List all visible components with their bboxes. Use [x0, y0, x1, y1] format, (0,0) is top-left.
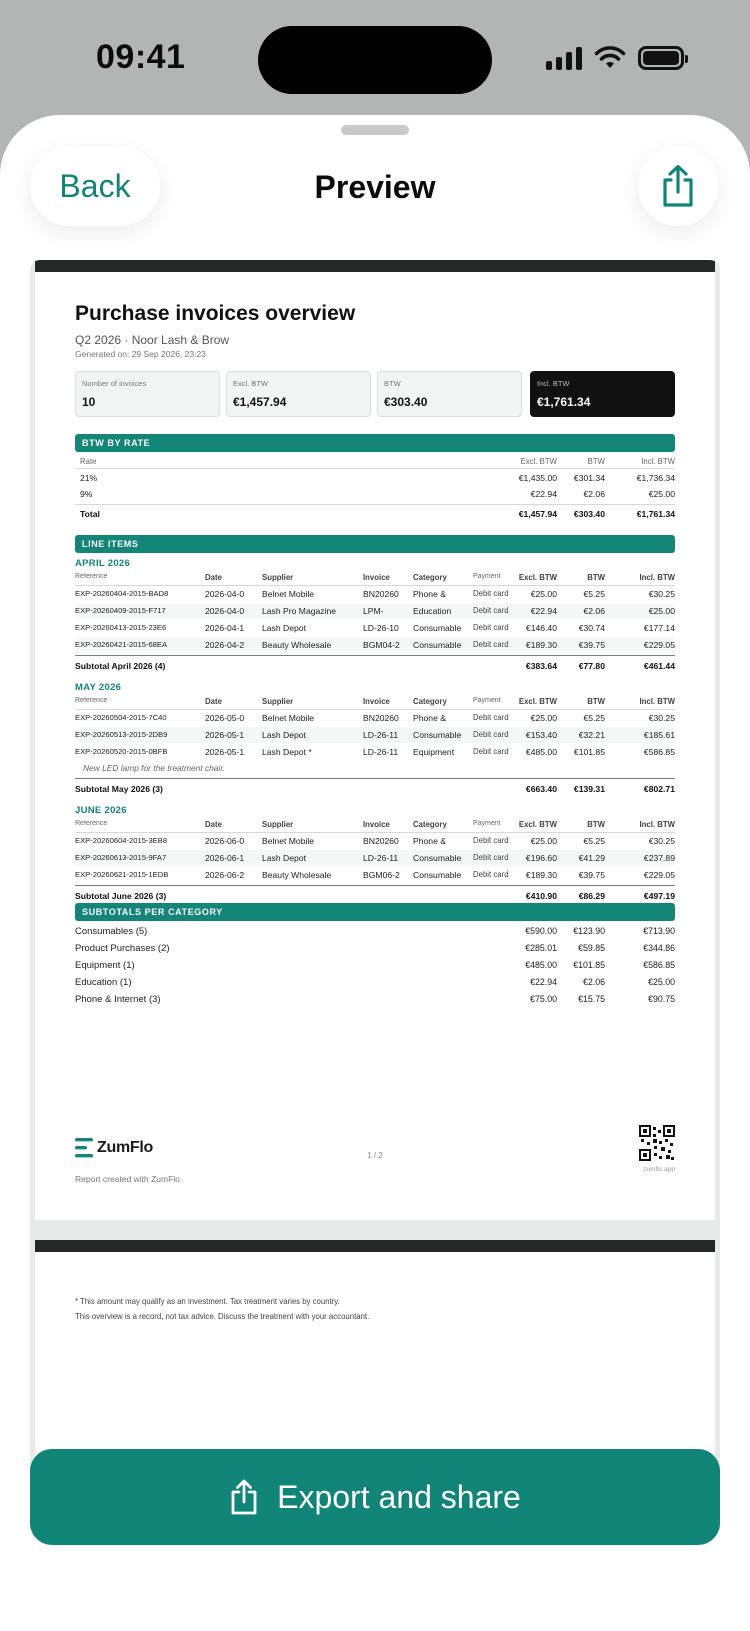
amount-btw: €139.31 [573, 784, 605, 794]
amount-btw: €2.06 [583, 489, 605, 499]
line-items-header [75, 697, 675, 713]
category-name: Product Purchases (2) [75, 943, 170, 954]
document-title: Purchase invoices overview [75, 302, 356, 325]
kpi-card-count [75, 371, 220, 417]
amount-incl: €229.05 [643, 640, 675, 650]
month-subtotal-row [75, 784, 675, 800]
category-row [75, 943, 675, 960]
total-label: Total [80, 509, 100, 519]
item-category: Consumable [413, 730, 462, 740]
footer-brand: ZumFlo [97, 1139, 153, 1156]
category-name: Consumables (5) [75, 926, 148, 937]
month-heading: APRIL 2026 [75, 558, 131, 569]
amount-btw: €303.40 [573, 509, 605, 519]
item-payment: Debit card [473, 836, 509, 845]
item-payment: Debit card [473, 713, 509, 722]
btw-rate-row [75, 473, 675, 489]
btw-total-row [75, 509, 675, 525]
col-date: Date [205, 573, 222, 582]
document-preview[interactable] [30, 260, 720, 1530]
col-payment: Payment [473, 820, 501, 827]
item-supplier: Belnet Mobile [262, 836, 315, 846]
col-incl: Incl. BTW [639, 697, 675, 706]
item-category: Consumable [413, 623, 462, 633]
col-invoice: Invoice [363, 820, 390, 829]
amount-incl: €344.86 [643, 943, 675, 953]
section-band-line-items: LINE ITEMS [75, 535, 675, 553]
page-top-bar [35, 1240, 715, 1252]
status-icons [546, 46, 684, 70]
amount-incl: €586.85 [643, 960, 675, 970]
line-item-row [75, 747, 675, 763]
col-supplier: Supplier [262, 820, 294, 829]
subtotal-label: Subtotal June 2026 (3) [75, 891, 167, 901]
line-item-note: New LED lamp for the treatment chair. [83, 763, 226, 773]
amount-incl: €30.25 [648, 589, 675, 599]
item-invoice: BN20260 [363, 836, 399, 846]
item-category: Consumable [413, 870, 462, 880]
item-category: Consumable [413, 640, 462, 650]
amount-excl: €22.94 [530, 606, 557, 616]
amount-btw: €123.90 [573, 926, 605, 936]
category-row [75, 994, 675, 1011]
item-reference: EXP-20260409-2015-F717 [75, 606, 166, 615]
item-payment: Debit card [473, 853, 509, 862]
amount-excl: €22.94 [530, 489, 557, 499]
item-category: Phone & [413, 836, 446, 846]
amount-btw: €15.75 [578, 994, 605, 1004]
col-invoice: Invoice [363, 573, 390, 582]
amount-btw: €5.25 [583, 836, 605, 846]
col-btw: BTW [587, 457, 605, 466]
footnote-investment: * This amount may qualify as an investment. Tax treatment varies by country. [75, 1297, 340, 1306]
page-title: Preview [314, 169, 436, 205]
item-date: 2026-06-1 [205, 853, 245, 863]
section-band-categories: SUBTOTALS PER CATEGORY [75, 903, 675, 921]
amount-incl: €25.00 [648, 977, 675, 987]
item-reference: EXP-20260513-2015-2DB9 [75, 730, 168, 739]
item-invoice: BGM06-2 [363, 870, 400, 880]
line-item-row [75, 640, 675, 656]
footnote-disclaimer: This overview is a record, not tax advice. Discuss the treatment with your accountant. [75, 1312, 370, 1321]
amount-btw: €301.34 [573, 473, 605, 483]
divider [75, 468, 675, 469]
amount-incl: €177.14 [643, 623, 675, 633]
amount-btw: €77.80 [578, 661, 605, 671]
amount-incl: €461.44 [643, 661, 675, 671]
item-payment: Debit card [473, 589, 509, 598]
item-reference: EXP-20260613-2015-9FA7 [75, 853, 167, 862]
amount-incl: €30.25 [648, 713, 675, 723]
amount-btw: €101.85 [573, 960, 605, 970]
col-incl: Incl. BTW [639, 573, 675, 582]
line-item-row [75, 606, 675, 622]
month-subtotal-row [75, 661, 675, 677]
amount-incl: €237.89 [643, 853, 675, 863]
item-reference: EXP-20260604-2015-3EB8 [75, 836, 168, 845]
item-category: Education [413, 606, 452, 616]
rate-label: 21% [80, 473, 98, 483]
col-date: Date [205, 820, 222, 829]
item-invoice: LPM- [363, 606, 384, 616]
section-band-btw: BTW BY RATE [75, 434, 675, 452]
wifi-icon [594, 46, 626, 70]
subtotal-label: Subtotal May 2026 (3) [75, 784, 163, 794]
amount-excl: €196.60 [525, 853, 557, 863]
item-date: 2026-04-0 [205, 606, 245, 616]
item-invoice: BN20260 [363, 589, 399, 599]
item-reference: EXP-20260520-2015-0BFB [75, 747, 168, 756]
col-supplier: Supplier [262, 697, 294, 706]
amount-incl: €185.61 [643, 730, 675, 740]
amount-incl: €1,736.34 [636, 473, 675, 483]
month-heading: MAY 2026 [75, 682, 122, 693]
amount-incl: €30.25 [648, 836, 675, 846]
item-category: Phone & [413, 589, 446, 599]
col-excl: Excl. BTW [518, 573, 557, 582]
kpi-cards [75, 371, 675, 417]
item-category: Phone & [413, 713, 446, 723]
col-excl: Excl. BTW [518, 820, 557, 829]
item-reference: EXP-20260421-2015-68EA [75, 640, 168, 649]
qr-code-icon [639, 1125, 675, 1161]
document-generated-date: Generated on: 29 Sep 2026, 23:23 [75, 349, 206, 359]
item-date: 2026-04-2 [205, 640, 245, 650]
item-reference: EXP-20260404-2015-BAD8 [75, 589, 169, 598]
battery-icon [638, 46, 684, 70]
amount-excl: €410.90 [525, 891, 557, 901]
footer-url: zumflo.app [643, 1166, 675, 1173]
amount-excl: €485.00 [525, 747, 557, 757]
sheet-grabber[interactable] [341, 125, 409, 135]
amount-incl: €713.90 [643, 926, 675, 936]
kpi-value: €1,457.94 [233, 395, 287, 409]
amount-excl: €25.00 [530, 836, 557, 846]
share-icon [658, 164, 698, 208]
item-payment: Debit card [473, 640, 509, 649]
status-time: 09:41 [96, 38, 186, 76]
amount-excl: €189.30 [525, 640, 557, 650]
col-payment: Payment [473, 573, 501, 580]
col-date: Date [205, 697, 222, 706]
amount-excl: €153.40 [525, 730, 557, 740]
btw-rate-row [75, 489, 675, 505]
divider [75, 504, 675, 505]
category-name: Phone & Internet (3) [75, 994, 161, 1005]
item-supplier: Lash Depot [262, 623, 306, 633]
amount-btw: €41.29 [578, 853, 605, 863]
category-row [75, 926, 675, 943]
divider [75, 885, 675, 886]
item-supplier: Belnet Mobile [262, 589, 315, 599]
item-date: 2026-06-2 [205, 870, 245, 880]
kpi-label: Incl. BTW [537, 379, 570, 388]
amount-btw: €101.85 [573, 747, 605, 757]
back-button[interactable]: Back [30, 146, 160, 226]
amount-incl: €25.00 [648, 489, 675, 499]
item-date: 2026-05-0 [205, 713, 245, 723]
item-payment: Debit card [473, 606, 509, 615]
share-icon [229, 1479, 259, 1515]
line-items-header [75, 573, 675, 589]
item-payment: Debit card [473, 623, 509, 632]
amount-excl: €383.64 [525, 661, 557, 671]
amount-excl: €25.00 [530, 713, 557, 723]
amount-btw: €39.75 [578, 870, 605, 880]
divider [75, 832, 675, 833]
amount-incl: €497.19 [643, 891, 675, 901]
item-supplier: Lash Depot * [262, 747, 312, 757]
item-supplier: Lash Depot [262, 730, 306, 740]
amount-btw: €5.25 [583, 713, 605, 723]
month-heading: JUNE 2026 [75, 805, 127, 816]
divider [75, 778, 675, 779]
line-items-header [75, 820, 675, 836]
item-payment: Debit card [473, 870, 509, 879]
col-incl: Incl. BTW [639, 820, 675, 829]
item-date: 2026-05-1 [205, 730, 245, 740]
amount-incl: €802.71 [643, 784, 675, 794]
amount-excl: €146.40 [525, 623, 557, 633]
col-btw: BTW [587, 573, 605, 582]
col-excl: Excl. BTW [518, 697, 557, 706]
amount-btw: €32.21 [578, 730, 605, 740]
item-invoice: BN20260 [363, 713, 399, 723]
rate-label: 9% [80, 489, 93, 499]
item-reference: EXP-20260504-2015-7C40 [75, 713, 167, 722]
amount-btw: €5.25 [583, 589, 605, 599]
document-subtitle: Q2 2026 · Noor Lash & Brow [75, 333, 230, 347]
col-reference: Reference [75, 697, 108, 704]
item-date: 2026-06-0 [205, 836, 245, 846]
amount-excl: €663.40 [525, 784, 557, 794]
item-category: Consumable [413, 853, 462, 863]
document-page-1 [35, 260, 715, 1220]
item-payment: Debit card [473, 730, 509, 739]
category-name: Education (1) [75, 977, 132, 988]
item-supplier: Belnet Mobile [262, 713, 315, 723]
item-invoice: LD-26-11 [363, 853, 399, 863]
amount-incl: €25.00 [648, 606, 675, 616]
amount-excl: €1,435.00 [518, 473, 557, 483]
amount-incl: €90.75 [648, 994, 675, 1004]
amount-btw: €59.85 [578, 943, 605, 953]
amount-excl: €22.94 [530, 977, 557, 987]
amount-btw: €30.74 [578, 623, 605, 633]
share-button[interactable] [638, 146, 718, 226]
item-date: 2026-04-0 [205, 589, 245, 599]
col-btw: BTW [587, 697, 605, 706]
status-bar [0, 0, 750, 118]
item-reference: EXP-20260413-2015-23E6 [75, 623, 167, 632]
amount-btw: €2.06 [582, 977, 605, 987]
item-invoice: LD-26-10 [363, 623, 399, 633]
amount-incl: €229.05 [643, 870, 675, 880]
col-reference: Reference [75, 820, 108, 827]
amount-btw: €39.75 [578, 640, 605, 650]
item-invoice: LD-26-11 [363, 730, 399, 740]
item-payment: Debit card [473, 747, 509, 756]
item-reference: EXP-20260621-2015-1EDB [75, 870, 169, 879]
amount-btw: €2.06 [583, 606, 605, 616]
col-incl: Incl. BTW [641, 457, 675, 466]
item-supplier: Beauty Wholesale [262, 870, 332, 880]
col-supplier: Supplier [262, 573, 294, 582]
kpi-label: Number of invoices [82, 379, 147, 388]
divider [75, 655, 675, 656]
col-excl: Excl. BTW [520, 457, 557, 466]
item-supplier: Lash Depot [262, 853, 306, 863]
col-category: Category [413, 573, 447, 582]
item-date: 2026-04-1 [205, 623, 245, 633]
divider [75, 585, 675, 586]
cellular-signal-icon [546, 46, 582, 70]
amount-excl: €485.00 [525, 960, 557, 970]
item-category: Equipment [413, 747, 455, 757]
line-item-row [75, 870, 675, 886]
line-item-row [75, 730, 675, 746]
item-date: 2026-05-1 [205, 747, 245, 757]
category-row [75, 977, 675, 994]
dynamic-island [258, 26, 492, 94]
divider [75, 709, 675, 710]
kpi-value: 10 [82, 395, 96, 409]
kpi-value: €303.40 [384, 395, 428, 409]
line-item-row [75, 853, 675, 869]
col-btw: BTW [587, 820, 605, 829]
category-name: Equipment (1) [75, 960, 135, 971]
amount-excl: €189.30 [525, 870, 557, 880]
amount-incl: €1,761.34 [636, 509, 675, 519]
kpi-card-incl [530, 371, 675, 417]
amount-btw: €86.29 [578, 891, 605, 901]
col-category: Category [413, 820, 447, 829]
kpi-label: BTW [384, 379, 401, 388]
btw-table-header [75, 457, 675, 473]
col-category: Category [413, 697, 447, 706]
col-reference: Reference [75, 573, 108, 580]
amount-excl: €590.00 [525, 926, 557, 936]
amount-excl: €75.00 [530, 994, 557, 1004]
col-invoice: Invoice [363, 697, 390, 706]
kpi-card-btw [377, 371, 522, 417]
page-number: 1 / 2 [367, 1151, 383, 1160]
export-and-share-button[interactable] [30, 1449, 720, 1545]
preview-sheet [0, 115, 750, 1631]
amount-incl: €586.85 [643, 747, 675, 757]
col-rate: Rate [80, 457, 97, 466]
item-supplier: Lash Pro Magazine [262, 606, 337, 616]
kpi-label: Excl. BTW [233, 379, 268, 388]
export-button-label: Export and share [277, 1478, 521, 1515]
col-payment: Payment [473, 697, 501, 704]
kpi-card-excl [226, 371, 371, 417]
footer-made-with: Report created with ZumFlo [75, 1174, 180, 1184]
item-invoice: LD-26-11 [363, 747, 399, 757]
item-supplier: Beauty Wholesale [262, 640, 332, 650]
page-top-bar [35, 260, 715, 272]
amount-excl: €25.00 [530, 589, 557, 599]
category-row [75, 960, 675, 977]
item-invoice: BGM04-2 [363, 640, 400, 650]
amount-excl: €285.01 [525, 943, 557, 953]
subtotal-label: Subtotal April 2026 (4) [75, 661, 166, 671]
kpi-value: €1,761.34 [537, 395, 591, 409]
amount-excl: €1,457.94 [518, 509, 557, 519]
